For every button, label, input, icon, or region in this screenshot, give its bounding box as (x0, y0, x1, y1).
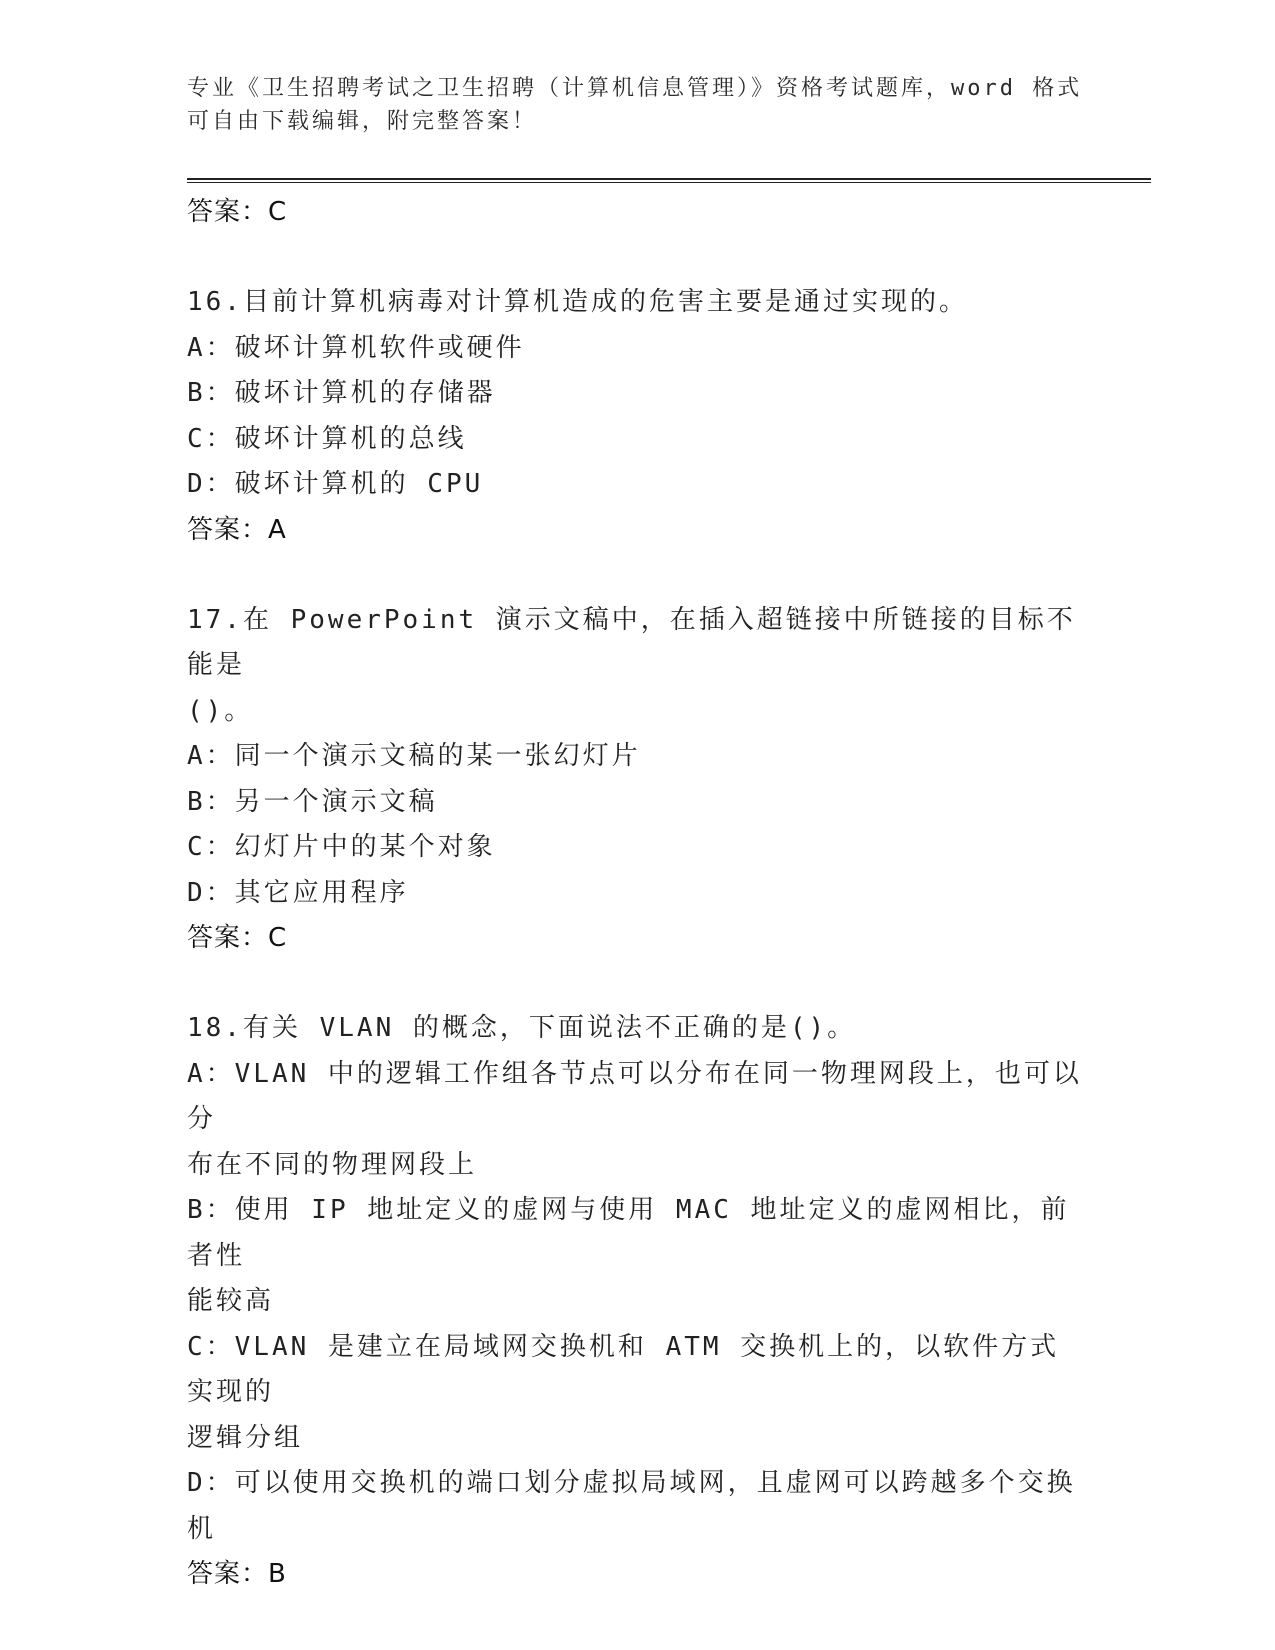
option-line: B：使用 IP 地址定义的虚网与使用 MAC 地址定义的虚网相比，前者性 (187, 1195, 1070, 1271)
option-a (187, 326, 1087, 372)
document-header (187, 72, 1087, 138)
question-stem-line: ()。 (187, 695, 254, 726)
previous-answer: 答案：C (187, 197, 288, 227)
option-line: 布在不同的物理网段上 (187, 1149, 478, 1180)
question-stem-line: 18.有关 VLAN 的概念，下面说法不正确的是()。 (187, 1013, 857, 1043)
option-line: D：可以使用交换机的端口划分虚拟局域网，且虚网可以跨越多个交换 (187, 1468, 1076, 1498)
question-stem-line: 17.在 PowerPoint 演示文稿中，在插入超链接中所链接的目标不能是 (187, 604, 1076, 680)
option-line: B：破坏计算机的存储器 (187, 378, 496, 408)
header-divider-thin (187, 182, 1151, 183)
option-line: 能较高 (187, 1286, 275, 1316)
question-18 (187, 1006, 1087, 1596)
option-line: D：其它应用程序 (187, 877, 409, 908)
header-line-1: 专业《卫生招聘考试之卫生招聘（计算机信息管理）》资格考试题库，word 格式 (187, 76, 1083, 101)
question-stem-line: 16.目前计算机病毒对计算机造成的危害主要是通过实现的。 (187, 287, 968, 317)
answer: 答案：A (187, 514, 287, 545)
option-c (187, 1325, 1087, 1462)
option-line: A：同一个演示文稿的某一张幻灯片 (187, 741, 641, 771)
option-d (187, 871, 1087, 917)
option-line: B：另一个演示文稿 (187, 786, 438, 817)
option-d (187, 1461, 1087, 1552)
header-divider-thick (187, 178, 1151, 180)
answer: 答案：B (187, 1559, 287, 1589)
option-line: A：VLAN 中的逻辑工作组各节点可以分布在同一物理网段上，也可以分 (187, 1058, 1082, 1134)
option-b (187, 371, 1087, 417)
option-b (187, 780, 1087, 826)
header-line-2: 可自由下载编辑，附完整答案！ (187, 109, 538, 134)
question-17 (187, 598, 1087, 961)
answer: 答案：C (187, 923, 288, 953)
option-d (187, 462, 1087, 508)
option-line: A：破坏计算机软件或硬件 (187, 332, 525, 363)
option-line: C：破坏计算机的总线 (187, 423, 467, 454)
option-a (187, 1052, 1087, 1189)
question-list (187, 190, 1087, 1596)
question-stem (187, 1006, 1087, 1052)
option-b (187, 1188, 1087, 1325)
option-line: C：幻灯片中的某个对象 (187, 832, 496, 862)
option-c (187, 417, 1087, 463)
option-line: 机 (187, 1513, 217, 1544)
question-16 (187, 280, 1087, 552)
option-c (187, 825, 1087, 871)
option-line: D：破坏计算机的 CPU (187, 469, 484, 499)
option-a (187, 734, 1087, 780)
question-stem (187, 280, 1087, 326)
question-stem (187, 598, 1087, 735)
option-line: C：VLAN 是建立在局域网交换机和 ATM 交换机上的，以软件方式实现的 (187, 1331, 1060, 1407)
option-line: 逻辑分组 (187, 1422, 304, 1453)
